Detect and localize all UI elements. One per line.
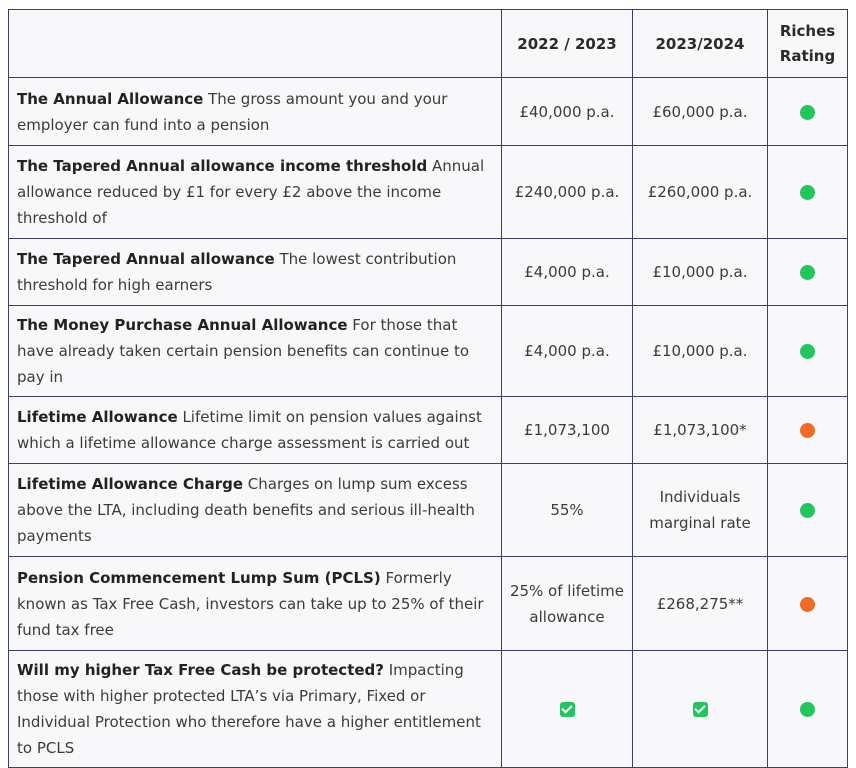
table-row xyxy=(9,146,848,239)
checkbox-cell-v2022 xyxy=(502,651,633,768)
table-row xyxy=(9,464,848,557)
row-detail: Charges on lump sum excess above the LTA, including death benefits and serious ill-health payments xyxy=(17,475,475,545)
row-title: The Annual Allowance xyxy=(17,89,204,108)
row-title: The Tapered Annual allowance income threshold xyxy=(17,157,428,175)
value-text: Individuals marginal rate xyxy=(649,488,751,532)
green-rating-dot-icon xyxy=(800,702,815,717)
row-description xyxy=(9,306,502,397)
allowance-table-container xyxy=(8,9,848,768)
value-cell-v2022 xyxy=(502,464,633,557)
rating-cell xyxy=(768,306,848,397)
row-detail: Formerly known as Tax Free Cash, investors can take up to 25% of their fund tax free xyxy=(17,568,484,639)
table-row xyxy=(9,78,848,146)
row-detail: The gross amount you and your employer can fund into a pension xyxy=(17,89,448,134)
green-rating-dot-icon xyxy=(800,105,815,120)
value-text: £1,073,100* xyxy=(653,421,747,439)
row-description xyxy=(9,464,502,557)
row-detail: For those that have already taken certain pension benefits can continue to pay in xyxy=(17,316,470,386)
checkbox-cell-v2023 xyxy=(633,651,768,768)
value-text: £10,000 p.a. xyxy=(652,342,748,360)
header-2022-2023: 2022 / 2023 xyxy=(502,10,633,78)
checkbox-checked-icon xyxy=(560,702,575,717)
row-title: Lifetime Allowance Charge xyxy=(17,475,243,493)
value-text: £1,073,100 xyxy=(524,421,610,439)
value-text: £240,000 p.a. xyxy=(514,183,620,201)
row-description xyxy=(9,239,502,306)
header-empty-cell xyxy=(9,10,502,78)
value-cell-v2022 xyxy=(502,239,633,306)
orange-rating-dot-icon xyxy=(800,597,815,612)
table-row xyxy=(9,557,848,651)
row-detail: Annual allowance reduced by £1 for every £2 above the income threshold of xyxy=(17,157,485,227)
value-text: £4,000 p.a. xyxy=(524,342,610,360)
row-title: Will my higher Tax Free Cash be protected? xyxy=(17,661,384,679)
value-cell-v2023 xyxy=(633,557,768,651)
row-detail: Lifetime limit on pension values against which a lifetime allowance charge assessment is carried out xyxy=(17,408,482,452)
value-cell-v2023 xyxy=(633,146,768,239)
value-cell-v2022 xyxy=(502,78,633,146)
value-text: £4,000 p.a. xyxy=(524,263,610,281)
value-text: £10,000 p.a. xyxy=(652,263,748,281)
value-text: £40,000 p.a. xyxy=(519,102,615,121)
value-cell-v2022 xyxy=(502,146,633,239)
rating-cell xyxy=(768,397,848,464)
row-description xyxy=(9,146,502,239)
row-detail: The lowest contribution threshold for high earners xyxy=(17,250,457,294)
value-text: 55% xyxy=(550,501,584,519)
row-detail: Impacting those with higher protected LTA’s via Primary, Fixed or Individual Protection who therefore have a higher entitlement to PCLS xyxy=(17,661,481,757)
row-description xyxy=(9,397,502,464)
row-description xyxy=(9,557,502,651)
rating-cell xyxy=(768,239,848,306)
rating-cell xyxy=(768,78,848,146)
value-cell-v2023 xyxy=(633,306,768,397)
table-row xyxy=(9,651,848,768)
rating-cell xyxy=(768,557,848,651)
rating-cell xyxy=(768,146,848,239)
header-riches-rating: Riches Rating xyxy=(768,10,848,78)
orange-rating-dot-icon xyxy=(800,423,815,438)
value-cell-v2023 xyxy=(633,239,768,306)
value-cell-v2022 xyxy=(502,306,633,397)
rating-cell xyxy=(768,651,848,768)
value-cell-v2023 xyxy=(633,78,768,146)
value-text: £60,000 p.a. xyxy=(652,102,748,121)
row-title: Lifetime Allowance xyxy=(17,408,178,426)
value-cell-v2023 xyxy=(633,397,768,464)
row-title: The Money Purchase Annual Allowance xyxy=(17,316,348,334)
row-title: Pension Commencement Lump Sum (PCLS) xyxy=(17,568,381,587)
table-row xyxy=(9,239,848,306)
green-rating-dot-icon xyxy=(800,344,815,359)
green-rating-dot-icon xyxy=(800,265,815,280)
table-header-row xyxy=(9,10,848,78)
value-text: £260,000 p.a. xyxy=(647,183,753,201)
row-title: The Tapered Annual allowance xyxy=(17,250,275,268)
value-cell-v2022 xyxy=(502,397,633,464)
row-description xyxy=(9,651,502,768)
table-row xyxy=(9,306,848,397)
value-cell-v2022 xyxy=(502,557,633,651)
row-description xyxy=(9,78,502,146)
rating-cell xyxy=(768,464,848,557)
green-rating-dot-icon xyxy=(800,185,815,200)
value-text: £268,275** xyxy=(656,594,744,613)
value-text: 25% of lifetime allowance xyxy=(509,581,625,626)
pension-allowance-table xyxy=(8,9,848,768)
checkbox-checked-icon xyxy=(693,702,708,717)
value-cell-v2023 xyxy=(633,464,768,557)
header-2023-2024: 2023/2024 xyxy=(633,10,768,78)
table-row xyxy=(9,397,848,464)
green-rating-dot-icon xyxy=(800,503,815,518)
